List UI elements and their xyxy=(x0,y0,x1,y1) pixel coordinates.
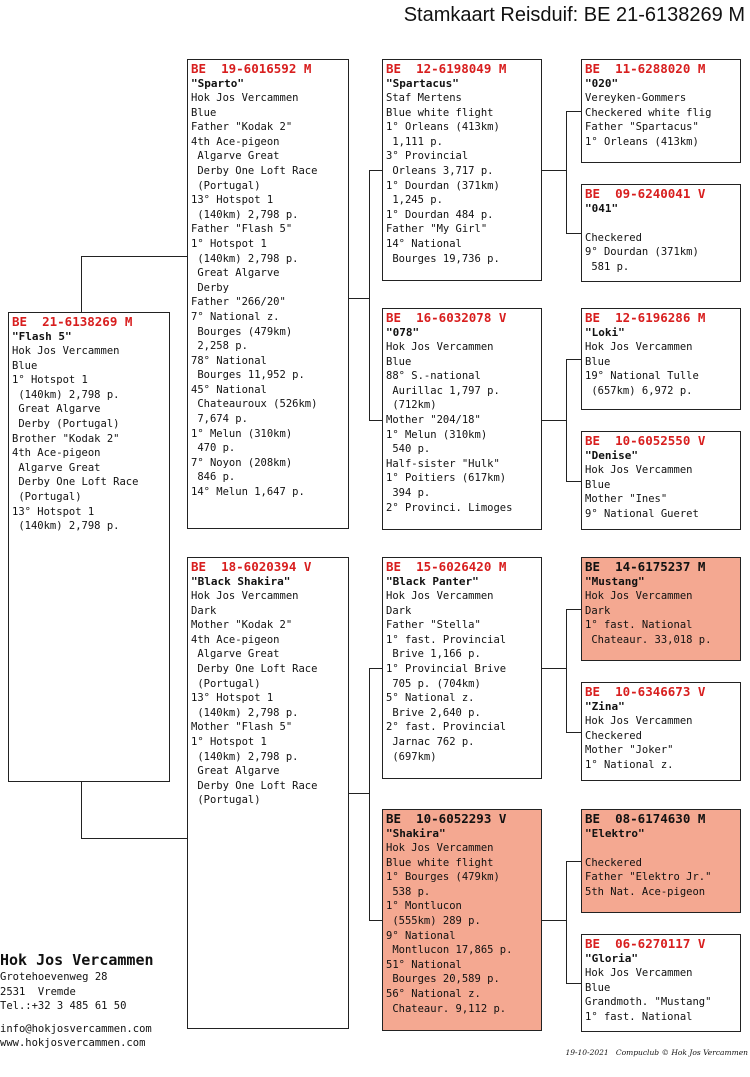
pigeon-ring-number: BE 09-6240041 V xyxy=(585,186,706,201)
pigeon-detail-line: Jarnac 762 p. xyxy=(386,735,475,748)
pigeon-ring-number: BE 10-6052550 V xyxy=(585,433,706,448)
pigeon-detail-line: 13° Hotspot 1 xyxy=(12,505,95,518)
connector-line xyxy=(542,668,566,669)
pigeon-detail-line: Mother "Ines" xyxy=(585,493,668,506)
pigeon-ring-number: BE 06-6270117 V xyxy=(585,936,706,951)
pigeon-detail-line: Vereyken-Gommers xyxy=(585,92,687,104)
pigeon-detail-line: (657km) 6,972 p. xyxy=(585,384,693,397)
pigeon-detail-line: 2,258 p. xyxy=(191,340,248,353)
pigeon-name: "041" xyxy=(585,202,619,215)
connector-line xyxy=(566,609,567,732)
connector-line xyxy=(369,668,370,920)
breeder-line: Tel.:+32 3 485 61 50 xyxy=(0,1000,127,1012)
pigeon-name: "Zina" xyxy=(585,700,625,713)
pigeon-detail-line: 14° National xyxy=(386,237,462,250)
connector-line xyxy=(566,861,581,862)
pigeon-ring-number: BE 21-6138269 M xyxy=(12,314,133,329)
connector-line xyxy=(369,920,382,921)
pigeon-card-maternal-grandmother[interactable] xyxy=(382,809,542,1031)
pigeon-name: "Sparto" xyxy=(191,77,244,90)
pigeon-detail-line: Algarve Great xyxy=(12,461,101,474)
pigeon-detail-line: Blue xyxy=(585,981,611,994)
pigeon-detail-line: Great Algarve xyxy=(191,765,280,778)
pigeon-detail-line: Hok Jos Vercammen xyxy=(191,590,299,602)
pigeon-detail-line: Hok Jos Vercammen xyxy=(585,590,693,602)
pigeon-detail-line: 1° Bourges (479km) xyxy=(386,871,500,884)
pigeon-card-mff[interactable] xyxy=(581,557,741,661)
footer-text: 19-10-2021 Compuclub © Hok Jos Vercammen xyxy=(565,1048,748,1057)
pigeon-detail-line: 705 p. (704km) xyxy=(386,677,481,690)
pigeon-detail-line: 1° Hotspot 1 xyxy=(12,374,88,387)
breeder-line: 2531 Vremde xyxy=(0,985,76,998)
pigeon-detail-line: 1° Dourdan 484 p. xyxy=(386,208,494,221)
pigeon-detail-line: Hok Jos Vercammen xyxy=(585,341,693,353)
pigeon-ring-number: BE 11-6288020 M xyxy=(585,61,706,76)
pigeon-detail-line: Blue xyxy=(585,478,611,491)
pigeon-detail-line: 394 p. xyxy=(386,486,431,499)
pigeon-detail-line: Hok Jos Vercammen xyxy=(585,967,693,979)
pigeon-detail-line: Chateaur. 9,112 p. xyxy=(386,1002,507,1015)
pigeon-detail-line: Orleans 3,717 p. xyxy=(386,164,494,177)
pigeon-name: "Black Shakira" xyxy=(191,575,291,588)
pigeon-detail-line: Derby One Loft Race xyxy=(191,164,318,177)
pigeon-detail-line: Mother "204/18" xyxy=(386,413,481,426)
pigeon-detail-line: (140km) 2,798 p. xyxy=(191,750,299,763)
pigeon-detail-line: Dark xyxy=(585,604,611,617)
pigeon-detail-line: Brive 2,640 p. xyxy=(386,706,481,719)
connector-line xyxy=(81,256,187,257)
pigeon-detail-line: 9° National Gueret xyxy=(585,507,699,520)
pigeon-detail-line: Bourges 11,952 p. xyxy=(191,369,305,382)
pigeon-detail-line: Bourges 20,589 p. xyxy=(386,973,500,986)
pigeon-card-maternal-grandfather[interactable] xyxy=(382,557,542,779)
breeder-info xyxy=(0,950,154,1051)
pigeon-detail-line: 7,674 p. xyxy=(191,413,248,426)
pigeon-detail-line: 1° Melun (310km) xyxy=(191,427,293,440)
connector-line xyxy=(542,420,566,421)
pigeon-detail-line: 2° Provinci. Limoges xyxy=(386,501,513,514)
pigeon-detail-line: 581 p. xyxy=(585,260,630,273)
pigeon-card-fff[interactable] xyxy=(581,59,741,163)
pigeon-detail-line: Derby One Loft Race xyxy=(12,476,139,489)
pigeon-detail-line: 846 p. xyxy=(191,471,236,484)
breeder-email-link[interactable]: info@hokjosvercammen.com xyxy=(0,1022,152,1035)
pigeon-name: "Flash 5" xyxy=(12,330,72,343)
pigeon-detail-line: Algarve Great xyxy=(191,150,280,163)
pigeon-detail-line: 13° Hotspot 1 xyxy=(191,692,274,705)
pigeon-detail-line: 78° National xyxy=(191,354,267,367)
connector-line xyxy=(566,983,581,984)
pigeon-detail-line xyxy=(585,841,737,856)
pigeon-detail-line: (140km) 2,798 p. xyxy=(191,706,299,719)
pigeon-detail-line: 1° Poitiers (617km) xyxy=(386,472,507,485)
pigeon-detail-line: 1,245 p. xyxy=(386,194,443,207)
pigeon-card-mfm[interactable] xyxy=(581,682,741,781)
pigeon-detail-line: 7° National z. xyxy=(191,310,280,323)
pigeon-card-mother[interactable] xyxy=(187,557,349,1029)
pigeon-name: "Spartacus" xyxy=(386,77,459,90)
pigeon-detail-line xyxy=(585,216,737,231)
pigeon-card-paternal-grandmother[interactable] xyxy=(382,308,542,530)
pigeon-detail-line: Blue white flight xyxy=(386,856,494,869)
pigeon-detail-line: 7° Noyon (208km) xyxy=(191,456,293,469)
pigeon-ring-number: BE 16-6032078 V xyxy=(386,310,507,325)
pigeon-detail-line: Blue xyxy=(386,355,412,368)
pigeon-detail-line: (697km) xyxy=(386,750,437,763)
pigeon-detail-line: (140km) 2,798 p. xyxy=(191,252,299,265)
pigeon-detail-line: Chateauroux (526km) xyxy=(191,398,318,411)
pigeon-detail-line: Blue white flight xyxy=(386,106,494,119)
pigeon-ring-number: BE 15-6026420 M xyxy=(386,559,507,574)
pigeon-name: "Denise" xyxy=(585,449,638,462)
pigeon-detail-line: Mother "Kodak 2" xyxy=(191,619,293,632)
pigeon-detail-line: 5° National z. xyxy=(386,692,475,705)
pigeon-card-mmm[interactable] xyxy=(581,934,741,1032)
pigeon-detail-line: Half-sister "Hulk" xyxy=(386,457,500,470)
pigeon-detail-line: 19° National Tulle xyxy=(585,370,699,383)
pigeon-detail-line: Blue xyxy=(191,106,217,119)
connector-line xyxy=(349,793,369,794)
pigeon-detail-line: 4th Ace-pigeon xyxy=(191,135,280,148)
pigeon-detail-line: 1° Montlucon xyxy=(386,900,462,913)
breeder-line xyxy=(0,1014,154,1022)
pigeon-detail-line: Mother "Joker" xyxy=(585,744,674,757)
pigeon-detail-line: Aurillac 1,797 p. xyxy=(386,384,500,397)
pigeon-detail-line: Father "Kodak 2" xyxy=(191,121,293,134)
connector-line xyxy=(81,838,187,839)
pigeon-name: "Shakira" xyxy=(386,827,446,840)
pigeon-ring-number: BE 10-6052293 V xyxy=(386,811,507,826)
pigeon-detail-line: Father "266/20" xyxy=(191,296,286,309)
pigeon-detail-line: Great Algarve xyxy=(191,267,280,280)
pigeon-detail-line: Hok Jos Vercammen xyxy=(12,345,120,357)
pigeon-card-paternal-grandfather[interactable] xyxy=(382,59,542,281)
connector-line xyxy=(542,170,566,171)
pigeon-detail-line: Checkered white flig xyxy=(585,106,712,119)
pigeon-detail-line: Derby One Loft Race xyxy=(191,779,318,792)
pigeon-detail-line: 470 p. xyxy=(191,442,236,455)
pigeon-detail-line: Father "Flash 5" xyxy=(191,223,293,236)
pigeon-detail-line: 56° National z. xyxy=(386,987,481,1000)
pigeon-detail-line: 1° Dourdan (371km) xyxy=(386,179,500,192)
pigeon-name: "078" xyxy=(386,326,420,339)
connector-line xyxy=(369,668,382,669)
pigeon-detail-line: Derby One Loft Race xyxy=(191,662,318,675)
connector-line xyxy=(369,170,382,171)
pigeon-detail-line: Checkered xyxy=(585,856,642,869)
pigeon-detail-line: 51° National xyxy=(386,958,462,971)
connector-line xyxy=(566,609,581,610)
pigeon-detail-line: Hok Jos Vercammen xyxy=(386,590,494,602)
breeder-website-link[interactable]: www.hokjosvercammen.com xyxy=(0,1037,146,1049)
pigeon-detail-line: Blue xyxy=(12,359,38,372)
pigeon-detail-line: (Portugal) xyxy=(12,490,82,503)
connector-line xyxy=(369,420,382,421)
connector-line xyxy=(566,732,581,733)
pigeon-detail-line: Bourges 19,736 p. xyxy=(386,252,500,265)
connector-line xyxy=(566,111,567,233)
pigeon-detail-line: Father "Spartacus" xyxy=(585,121,699,134)
pigeon-card-fmm[interactable] xyxy=(581,431,741,530)
pigeon-detail-line: Father "Elektro Jr." xyxy=(585,871,712,884)
pigeon-ring-number: BE 10-6346673 V xyxy=(585,684,706,699)
pigeon-detail-line: Mother "Flash 5" xyxy=(191,721,293,734)
pigeon-detail-line: 5th Nat. Ace-pigeon xyxy=(585,885,706,898)
pigeon-detail-line: Derby xyxy=(191,281,229,294)
pigeon-detail-line: (140km) 2,798 p. xyxy=(191,208,299,221)
pigeon-detail-line: Dark xyxy=(386,604,412,617)
pigeon-detail-line: Staf Mertens xyxy=(386,92,462,104)
pigeon-detail-line: 1° Orleans (413km) xyxy=(585,135,699,148)
pigeon-detail-line: 4th Ace-pigeon xyxy=(191,633,280,646)
connector-line xyxy=(566,233,581,234)
pigeon-ring-number: BE 14-6175237 M xyxy=(585,559,706,574)
pigeon-detail-line: Hok Jos Vercammen xyxy=(585,715,693,727)
pigeon-detail-line: 1° Provincial Brive xyxy=(386,662,507,675)
pigeon-detail-line: Brother "Kodak 2" xyxy=(12,432,120,445)
pigeon-card-mmf[interactable] xyxy=(581,809,741,913)
pigeon-detail-line: 1° Hotspot 1 xyxy=(191,735,267,748)
pigeon-detail-line: 4th Ace-pigeon xyxy=(12,447,101,460)
pigeon-ring-number: BE 12-6198049 M xyxy=(386,61,507,76)
breeder-line: Grotehoevenweg 28 xyxy=(0,971,108,983)
pigeon-card-ffm[interactable] xyxy=(581,184,741,282)
pigeon-card-subject[interactable] xyxy=(8,312,170,782)
pigeon-detail-line: Montlucon 17,865 p. xyxy=(386,944,513,957)
pigeon-detail-line: (555km) 289 p. xyxy=(386,914,481,927)
pigeon-detail-line: Great Algarve xyxy=(12,403,101,416)
pigeon-detail-line: Hok Jos Vercammen xyxy=(386,842,494,854)
pigeon-name: "Mustang" xyxy=(585,575,645,588)
pigeon-ring-number: BE 19-6016592 M xyxy=(191,61,312,76)
pigeon-detail-line: 1° Hotspot 1 xyxy=(191,237,267,250)
pigeon-detail-line: Algarve Great xyxy=(191,648,280,661)
pigeon-detail-line: (Portugal) xyxy=(191,794,261,807)
connector-line xyxy=(369,170,370,420)
pigeon-detail-line: 1° Orleans (413km) xyxy=(386,121,500,134)
pigeon-detail-line: 3° Provincial xyxy=(386,150,469,163)
pigeon-name: "Black Panter" xyxy=(386,575,479,588)
pigeon-detail-line: 13° Hotspot 1 xyxy=(191,194,274,207)
pigeon-detail-line: Checkered xyxy=(585,231,642,244)
pigeon-detail-line: 1° Melun (310km) xyxy=(386,428,488,441)
pigeon-card-fmf[interactable] xyxy=(581,308,741,410)
pigeon-detail-line: 1° fast. National xyxy=(585,1010,693,1023)
pigeon-detail-line: Chateaur. 33,018 p. xyxy=(585,633,712,646)
pigeon-detail-line: 1,111 p. xyxy=(386,135,443,148)
pigeon-ring-number: BE 08-6174630 M xyxy=(585,811,706,826)
pigeon-detail-line: Hok Jos Vercammen xyxy=(191,92,299,104)
pigeon-detail-line: (Portugal) xyxy=(191,179,261,192)
pigeon-detail-line: 9° National xyxy=(386,929,456,942)
pigeon-detail-line: Bourges (479km) xyxy=(191,325,293,338)
pigeon-detail-line: 1° fast. National xyxy=(585,619,693,632)
pigeon-detail-line: Father "Stella" xyxy=(386,619,481,632)
pigeon-detail-line: (Portugal) xyxy=(191,677,261,690)
pigeon-ring-number: BE 12-6196286 M xyxy=(585,310,706,325)
pigeon-detail-line: Brive 1,166 p. xyxy=(386,648,481,661)
pigeon-detail-line: Checkered xyxy=(585,729,642,742)
pigeon-detail-line: 14° Melun 1,647 p. xyxy=(191,486,305,499)
pigeon-detail-line: Hok Jos Vercammen xyxy=(386,341,494,353)
connector-line xyxy=(566,359,567,481)
pigeon-detail-line: 45° National xyxy=(191,383,267,396)
pigeon-detail-line: 540 p. xyxy=(386,443,431,456)
pigeon-name: "020" xyxy=(585,77,619,90)
pigeon-detail-line: Derby (Portugal) xyxy=(12,417,120,430)
pigeon-detail-line: (140km) 2,798 p. xyxy=(12,388,120,401)
connector-line xyxy=(566,481,581,482)
pigeon-detail-line: (712km) xyxy=(386,399,437,412)
connector-line xyxy=(566,861,567,983)
connector-line xyxy=(542,920,566,921)
pigeon-detail-line: 9° Dourdan (371km) xyxy=(585,246,699,259)
pigeon-detail-line: Grandmoth. "Mustang" xyxy=(585,996,712,1009)
pigeon-detail-line: Dark xyxy=(191,604,217,617)
pigeon-detail-line: 88° S.-national xyxy=(386,370,481,383)
connector-line xyxy=(81,782,82,838)
breeder-name: Hok Jos Vercammen xyxy=(0,951,154,969)
pigeon-name: "Gloria" xyxy=(585,952,638,965)
connector-line xyxy=(349,298,369,299)
pigeon-detail-line: Hok Jos Vercammen xyxy=(585,464,693,476)
connector-line xyxy=(81,256,82,312)
pigeon-ring-number: BE 18-6020394 V xyxy=(191,559,312,574)
connector-line xyxy=(566,111,581,112)
pigeon-name: "Loki" xyxy=(585,326,625,339)
pigeon-detail-line: 538 p. xyxy=(386,885,431,898)
pigeon-detail-line: (140km) 2,798 p. xyxy=(12,520,120,533)
connector-line xyxy=(566,359,581,360)
pigeon-name: "Elektro" xyxy=(585,827,645,840)
pigeon-detail-line: Father "My Girl" xyxy=(386,223,488,236)
pigeon-detail-line: Blue xyxy=(585,355,611,368)
page-title: Stamkaart Reisduif: BE 21-6138269 M xyxy=(403,4,745,26)
pigeon-card-father[interactable] xyxy=(187,59,349,529)
pigeon-detail-line: 1° National z. xyxy=(585,758,674,771)
pigeon-detail-line: 1° fast. Provincial xyxy=(386,633,507,646)
pigeon-detail-line: 2° fast. Provincial xyxy=(386,721,507,734)
